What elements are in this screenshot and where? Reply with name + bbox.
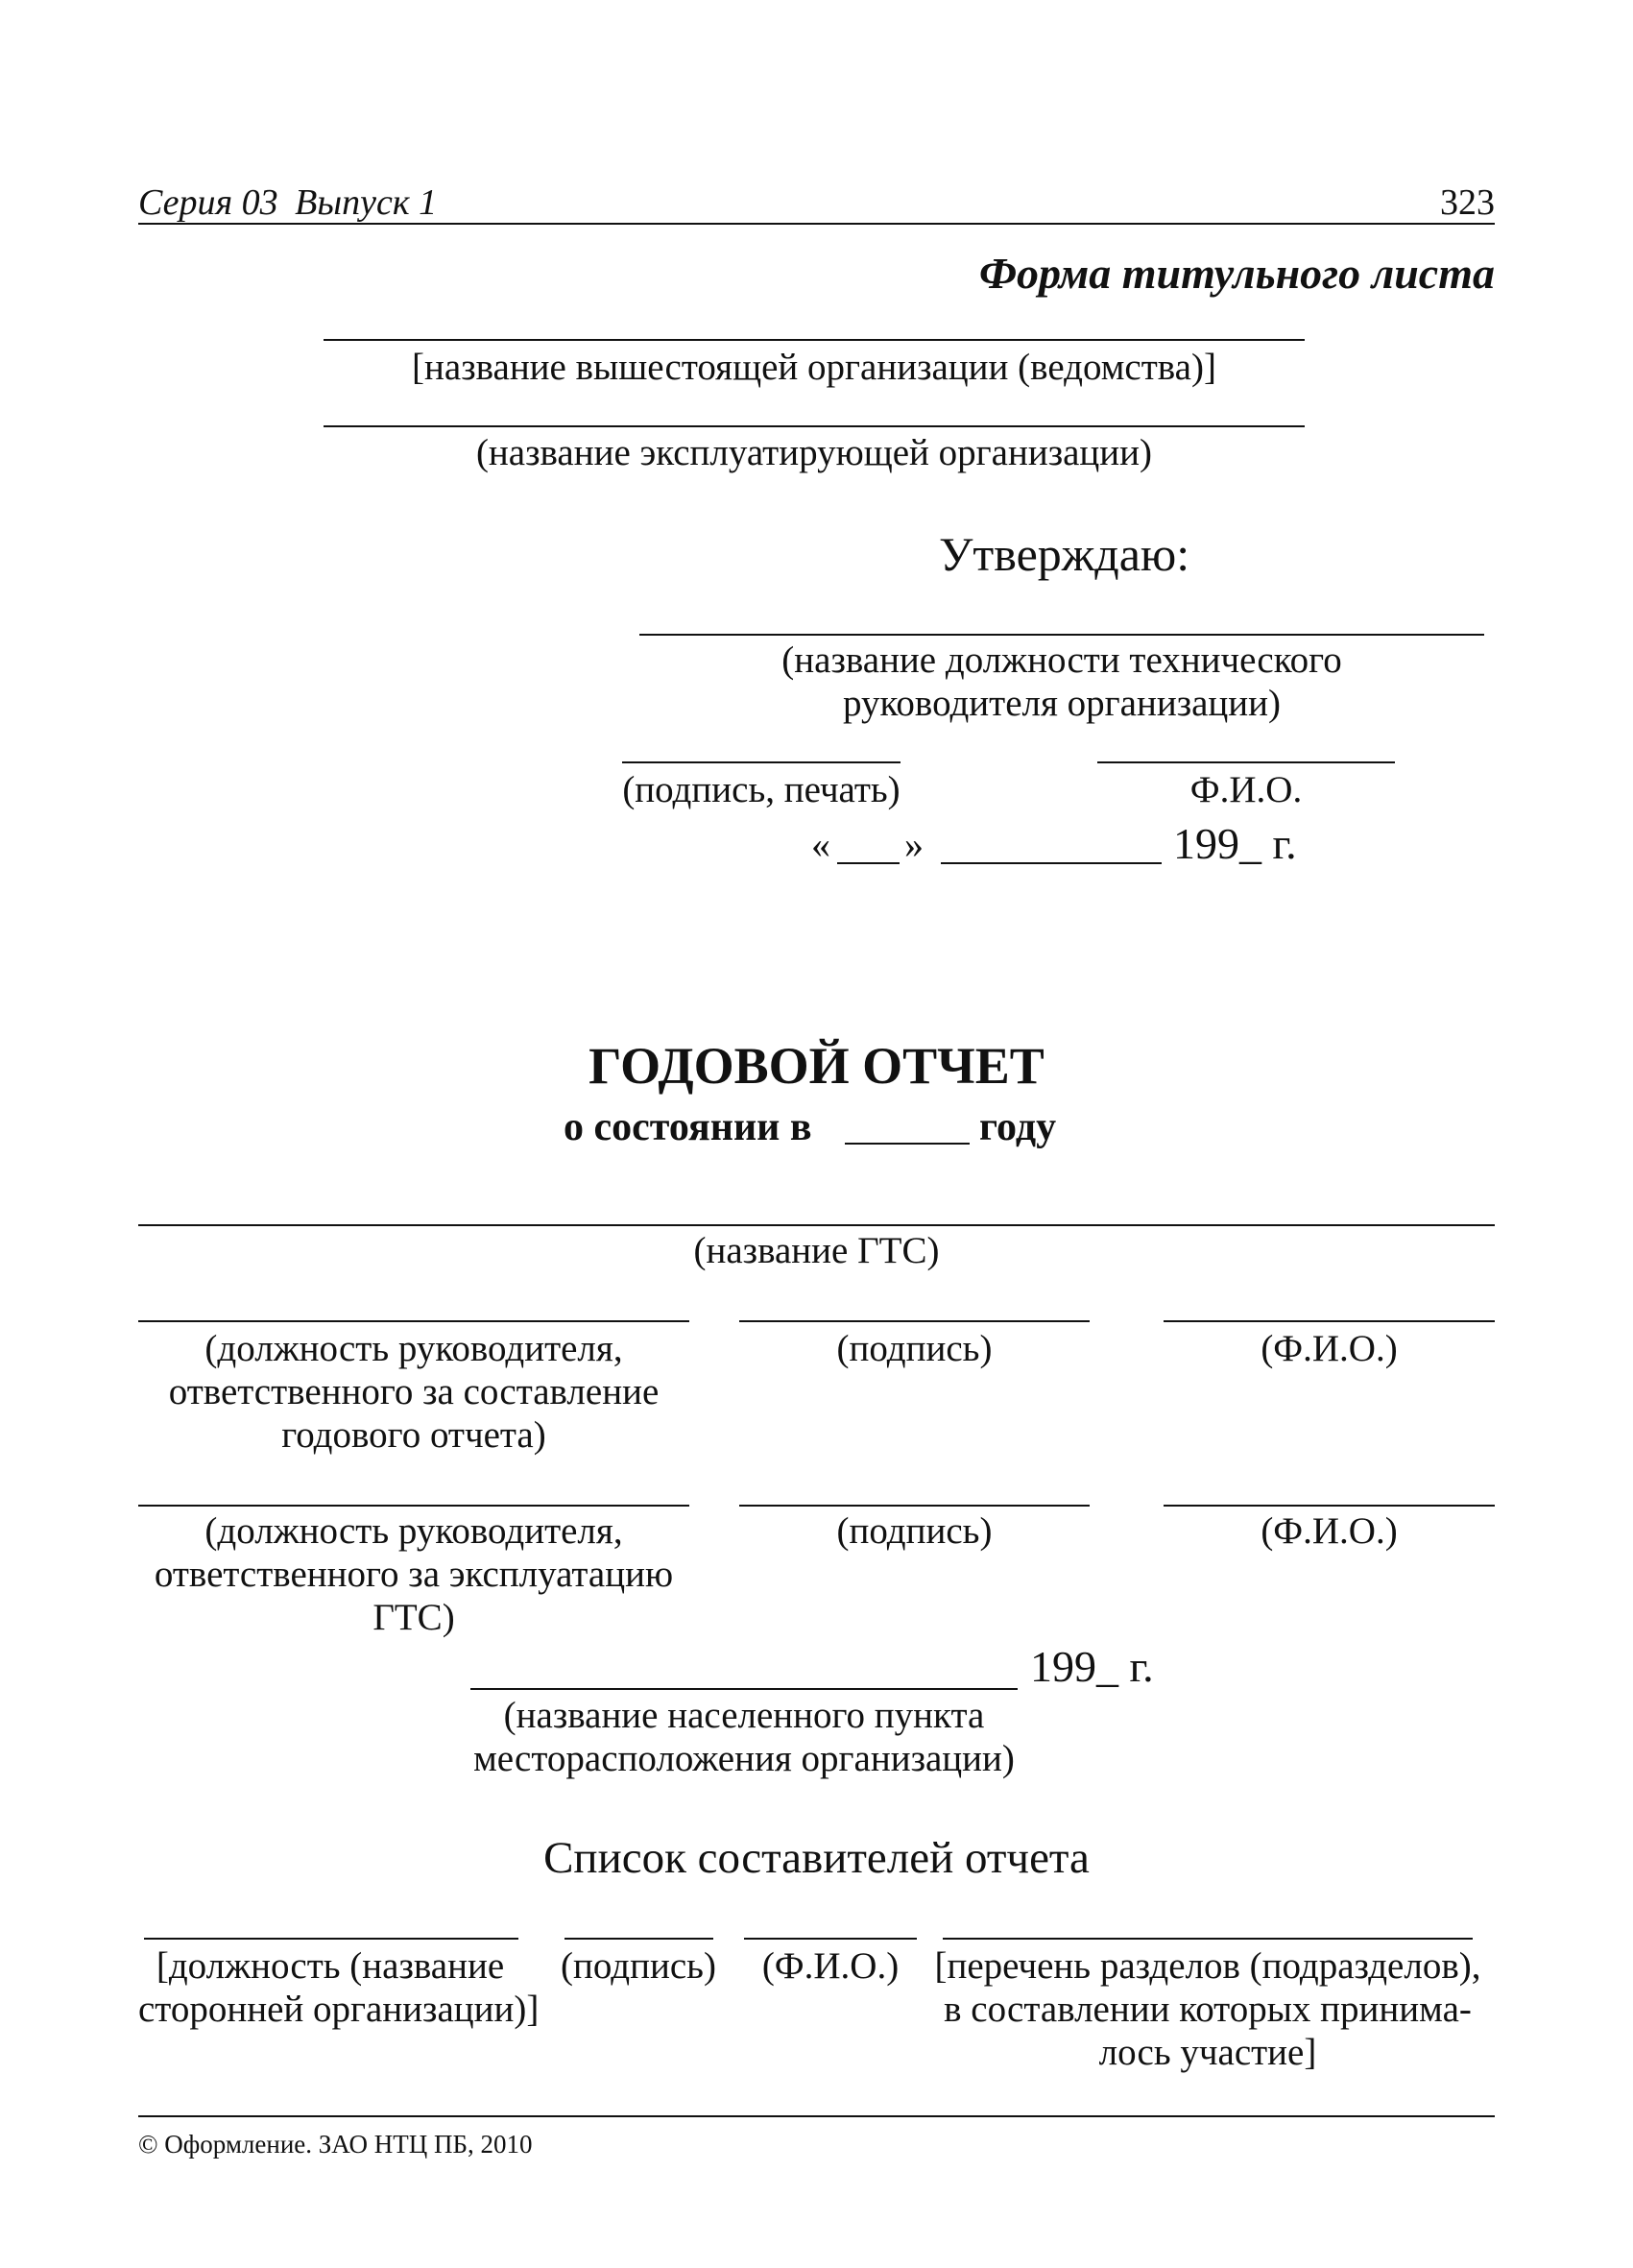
signer-2-signature-line: [739, 1505, 1090, 1507]
approval-position-caption-1: (название должности технического: [781, 639, 1342, 681]
signer-2-role-2: ответственного за эксплуатацию: [154, 1554, 674, 1595]
approval-signature-caption: (подпись, печать): [622, 769, 901, 810]
header-rule: [138, 223, 1495, 225]
approval-position-caption-2: руководителя организации): [842, 683, 1282, 724]
authors-fio-line: [744, 1938, 917, 1940]
report-subtitle-prefix: о состоянии в: [564, 1105, 812, 1149]
report-title: ГОДОВОЙ ОТЧЕТ: [588, 1037, 1045, 1095]
authors-fio: (Ф.И.О.): [761, 1945, 900, 1987]
place-caption-2: месторасположения организации): [473, 1738, 1015, 1779]
approval-title: Утверждаю:: [939, 527, 1190, 581]
form-title: Форма титульного листа: [978, 249, 1495, 298]
operator-org-caption: (название эксплуатирующей организации): [475, 432, 1153, 473]
signer-1-role-line: [138, 1320, 689, 1322]
signer-2-fio: (Ф.И.О.): [1261, 1510, 1398, 1552]
series-label: [138, 184, 437, 221]
place-caption-1: (название населенного пункта: [503, 1695, 985, 1736]
signer-2-fio-line: [1164, 1505, 1495, 1507]
place-line: [470, 1688, 1018, 1690]
signer-1-role-1: (должность руководителя,: [204, 1328, 623, 1369]
report-year-line: [845, 1143, 970, 1145]
operator-org-line: [324, 425, 1305, 427]
approval-position-line: [639, 634, 1484, 636]
signer-2-role-1: (должность руководителя,: [204, 1510, 623, 1552]
authors-sections-3: лось участие]: [1098, 2032, 1317, 2073]
report-subtitle-suffix: году: [979, 1105, 1057, 1149]
authors-sections-line: [943, 1938, 1473, 1940]
authors-sections-2: в составлении которых принима-: [944, 1989, 1472, 2030]
authors-title: Список составителей отчета: [543, 1833, 1090, 1883]
date-open-quote: «: [811, 823, 830, 866]
signer-1-signature: (подпись): [836, 1328, 993, 1369]
signer-1-role-2: ответственного за составление: [168, 1371, 660, 1412]
date-month-line: [941, 862, 1162, 864]
signer-2-role-3: ГТС): [372, 1597, 455, 1638]
series-text: Серия 03: [138, 182, 278, 223]
authors-signature-line: [564, 1938, 713, 1940]
gts-line: [138, 1224, 1495, 1226]
place-year: 199_ г.: [1030, 1642, 1154, 1691]
footer-rule: [138, 2115, 1495, 2117]
parent-org-line: [324, 339, 1305, 341]
signer-2-signature: (подпись): [836, 1510, 993, 1552]
date-day-line: [837, 862, 900, 864]
signer-1-fio: (Ф.И.О.): [1261, 1328, 1398, 1369]
authors-position-1: [должность (название: [156, 1945, 505, 1987]
approval-fio-caption: Ф.И.О.: [1189, 769, 1303, 810]
approval-fio-line: [1097, 761, 1395, 763]
signer-1-fio-line: [1164, 1320, 1495, 1322]
footer-copyright: © Оформление. ЗАО НТЦ ПБ, 2010: [138, 2130, 533, 2159]
approval-year: 199_ г.: [1173, 819, 1297, 868]
authors-sections-1: [перечень разделов (подразделов),: [934, 1945, 1481, 1987]
authors-position-2: сторонней организации)]: [138, 1989, 540, 2030]
issue-text: Выпуск 1: [295, 182, 438, 223]
parent-org-caption: [название вышестоящей организации (ведомства)]: [412, 347, 1216, 388]
authors-signature: (подпись): [561, 1945, 716, 1987]
gts-caption: (название ГТС): [693, 1230, 940, 1271]
signer-1-signature-line: [739, 1320, 1090, 1322]
approval-signature-line: [622, 761, 901, 763]
authors-position-line: [144, 1938, 518, 1940]
date-close-quote: »: [904, 823, 924, 866]
page-number: 323: [1440, 182, 1495, 223]
signer-1-role-3: годового отчета): [281, 1414, 546, 1456]
signer-2-role-line: [138, 1505, 689, 1507]
